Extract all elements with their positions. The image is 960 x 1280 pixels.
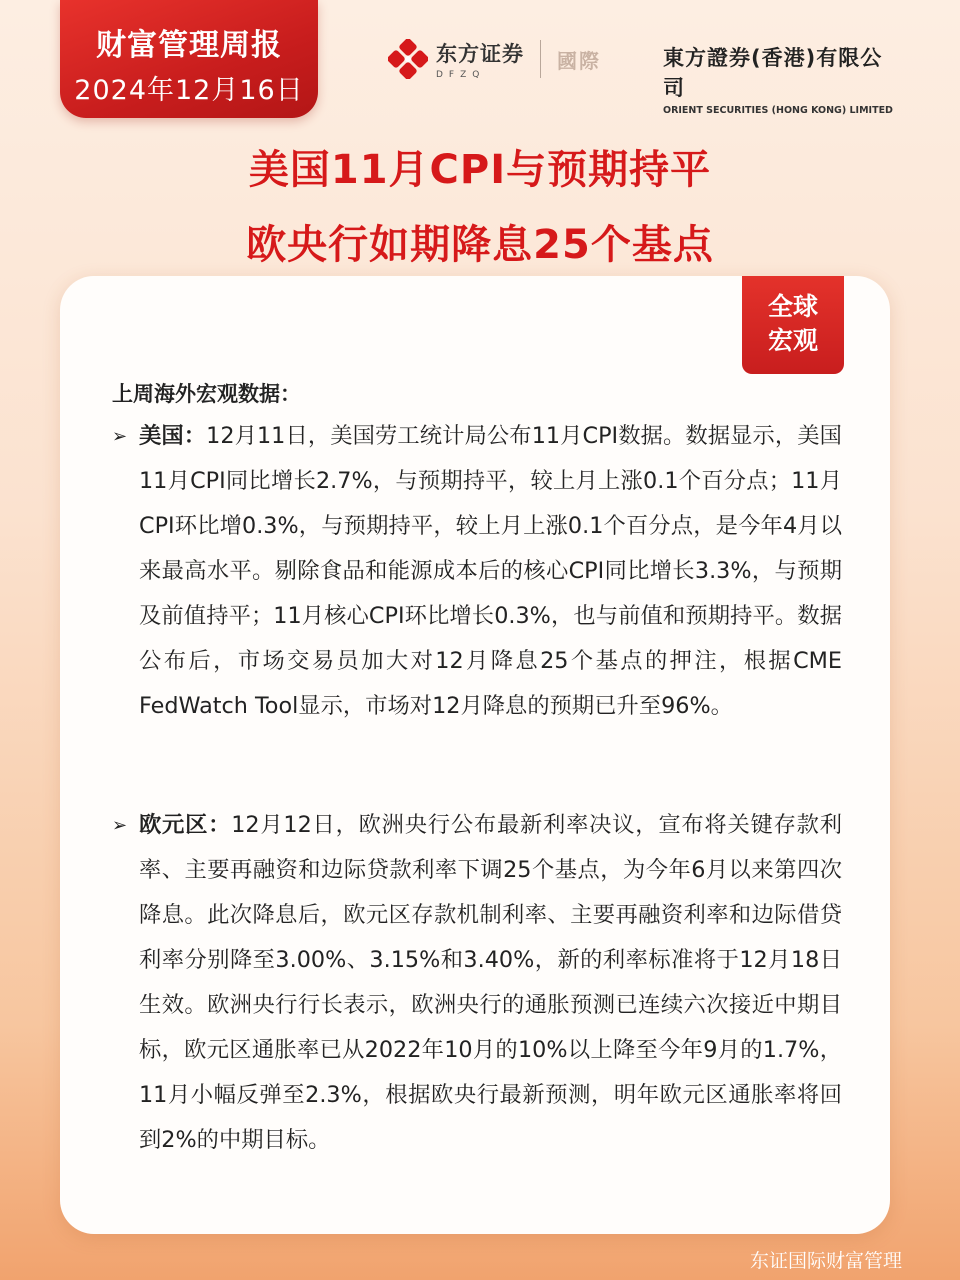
dfhk-name: 東方證券(香港)有限公司 [663,46,883,100]
item-text: 12月12日，欧洲央行公布最新利率决议，宣布将关键存款利率、主要再融资和边际贷款利率下调25个基点，为今年6月以来第四次降息。此次降息后，欧元区存款机制利率、主要再融资利率和边际借贷利率分别降至3.00%、3.15%和3.40%，新的利率标准将于12月18日生效。欧洲央行行长表示，欧洲央行的通胀预测已连续六次接近中期目标，欧元区通胀率已从2022年10月的10%以上降至今年9月的1.7%，11月小幅反弹至2.3%，根据欧央行最新预测，明年欧元区通胀率将回到2%的中期目标。 [139,812,842,1153]
logo-divider [540,40,541,78]
section-title: 上周海外宏观数据： [112,382,301,406]
category-tag-line-2: 宏观 [767,326,818,355]
dfzq-name: 东方证券 [436,42,524,66]
headline-line-2: 欧央行如期降息25个基点 [246,222,714,268]
arrow-bullet-icon: ➢ [112,426,128,447]
item-label: 美国： [139,423,207,449]
arrow-bullet-icon: ➢ [112,815,128,836]
report-date: 2024年12月16日 [74,75,304,106]
item-label: 欧元区： [139,812,232,838]
category-tag-line-1: 全球 [767,292,818,321]
dfzq-logo [388,38,601,80]
category-tag [742,276,844,374]
report-badge [60,0,318,118]
dfhk-logo [663,42,903,116]
intl-label: 國際 [557,48,601,73]
dfhk-english: ORIENT SECURITIES (HONG KONG) LIMITED [663,105,893,116]
list-item-eurozone [112,803,842,1163]
dfzq-pinyin: DFZQ [436,70,486,80]
headline-line-1: 美国11月CPI与预期持平 [248,147,712,193]
report-title: 财富管理周报 [96,28,282,63]
item-text: 12月11日，美国劳工统计局公布11月CPI数据。数据显示，美国11月CPI同比增长2.7%，与预期持平，较上月上涨0.1个百分点；11月CPI环比增0.3%，与预期持平，较上月上涨0.1个百分点，是今年4月以来最高水平。剔除食品和能源成本后的核心CPI同比增长3.3%，与预期及前值持平；11月核心CPI环比增长0.3%，也与前值和预期持平。数据公布后，市场交易员加大对12月降息25个基点的押注，根据CME FedWatch Tool显示，市场对12月降息的预期已升至96%。 [139,423,842,719]
dfzq-mark-icon [388,39,428,79]
list-item-us [112,414,842,729]
footer-brand: 东证国际财富管理 [749,1250,902,1272]
